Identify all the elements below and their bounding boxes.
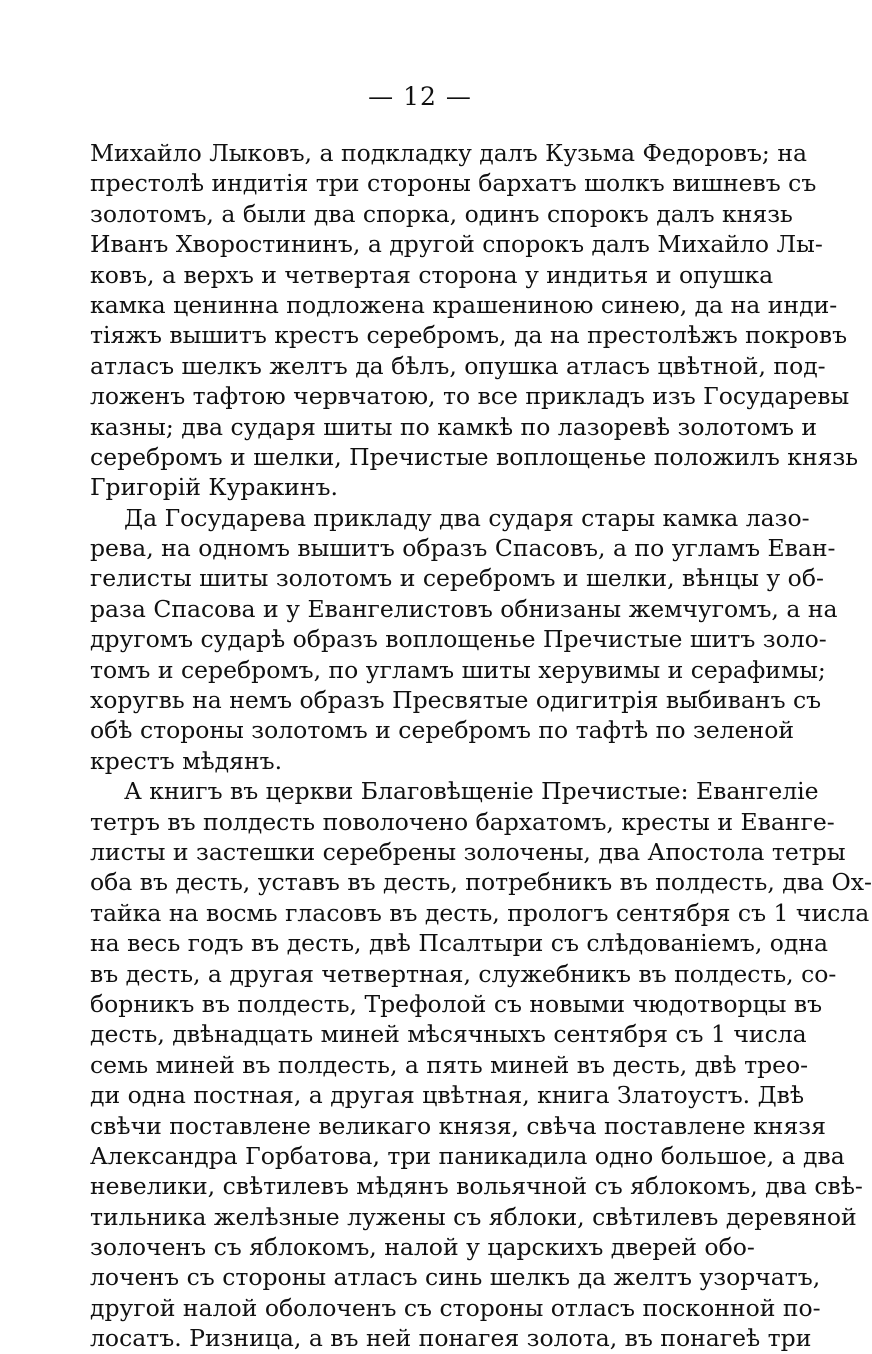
text-line: другомъ сударѣ образъ воплощенье Пречистые шитъ золо- xyxy=(90,625,827,654)
text-line: тайка на восмь гласовъ въ десть, прологъ сентября съ 1 числа xyxy=(90,898,870,927)
text-line: въ десть, а другая четвертная, служебникъ въ полдесть, со- xyxy=(90,959,837,988)
text-line: серебромъ и шелки, Пречистые воплощенье положилъ князь xyxy=(90,442,859,471)
text-line: другой налой оболоченъ съ стороны отласъ посконной по- xyxy=(90,1293,821,1322)
page-number: — 12 — xyxy=(368,82,472,111)
main-text xyxy=(90,138,872,1354)
text-line: казны; два сударя шиты по камкѣ по лазоревѣ золотомъ и xyxy=(90,412,818,441)
text-line: оба въ десть, уставъ въ десть, потребникъ въ полдесть, два Ох- xyxy=(90,868,872,897)
text-line: ложенъ тафтою червчатою, то все прикладъ изъ Государевы xyxy=(90,382,850,411)
text-line: хоругвь на немъ образъ Пресвятые одигитрія выбиванъ съ xyxy=(90,686,822,715)
text-line: камка ценинна подложена крашениною синею, да на инди- xyxy=(90,290,838,319)
text-line: гелисты шиты золотомъ и серебромъ и шелки, вѣнцы у об- xyxy=(90,564,824,593)
text-line: томъ и серебромъ, по угламъ шиты херувимы и серафимы; xyxy=(90,655,826,684)
text-line: ди одна постная, а другая цвѣтная, книга Златоустъ. Двѣ xyxy=(90,1081,805,1110)
text-line: престолѣ индитія три стороны бархатъ шолкъ вишневъ съ xyxy=(90,169,817,198)
text-line: атласъ шелкъ желтъ да бѣлъ, опушка атласъ цвѣтной, под- xyxy=(90,351,826,380)
text-line: Да Государева прикладу два сударя стары камка лазо- xyxy=(124,503,810,532)
text-line: лосатъ. Ризница, а въ ней понагея золота, въ понагеѣ три xyxy=(90,1324,812,1353)
text-line: борникъ въ полдесть, Трефолой съ новыми чюдотворцы въ xyxy=(90,989,823,1018)
text-line: золотомъ, а были два спорка, одинъ спорокъ далъ князь xyxy=(90,199,793,228)
text-line: на весь годъ въ десть, двѣ Псалтыри съ слѣдованіемъ, одна xyxy=(90,929,829,958)
text-line: невелики, свѣтилевъ мѣдянъ вольячной съ яблокомъ, два свѣ- xyxy=(90,1172,863,1201)
text-line: Григорій Куракинъ. xyxy=(90,473,338,502)
text-line: семь миней въ полдесть, а пять миней въ десть, двѣ трео- xyxy=(90,1050,809,1079)
text-line: тіяжъ вышитъ крестъ серебромъ, да на престолѣжъ покровъ xyxy=(90,321,848,350)
text-line: листы и застешки серебрены золочены, два Апостола тетры xyxy=(90,837,846,866)
text-line: ковъ, а верхъ и четвертая сторона у индитья и опушка xyxy=(90,260,774,289)
text-line: Иванъ Хворостининъ, а другой спорокъ далъ Михайло Лы- xyxy=(90,230,823,259)
text-line: тетръ въ полдесть поволочено бархатомъ, кресты и Еванге- xyxy=(90,807,835,836)
text-line: А книгъ въ церкви Благовѣщеніе Пречистые: Евангеліе xyxy=(124,777,819,806)
text-line: свѣчи поставлене великаго князя, свѣча поставлене князя xyxy=(90,1111,826,1140)
text-line: рева, на одномъ вышитъ образъ Спасовъ, а по угламъ Еван- xyxy=(90,534,836,563)
text-line: обѣ стороны золотомъ и серебромъ по тафтѣ по зеленой xyxy=(90,716,795,745)
paragraph xyxy=(90,138,859,503)
text-line: Александра Горбатова, три паникадила одно большое, а два xyxy=(90,1141,845,1170)
text-line: тильника желѣзные лужены съ яблоки, свѣтилевъ деревяной xyxy=(90,1202,857,1231)
text-line: крестъ мѣдянъ. xyxy=(90,746,283,775)
text-line: раза Спасова и у Евангелистовъ обнизаны жемчугомъ, а на xyxy=(90,594,838,623)
paragraph xyxy=(90,503,838,777)
text-line: лоченъ съ стороны атласъ синь шелкъ да желтъ узорчатъ, xyxy=(90,1263,821,1292)
text-line: Михайло Лыковъ, а подкладку далъ Кузьма Федоровъ; на xyxy=(90,139,807,167)
paragraph xyxy=(90,776,872,1353)
text-line: десть, двѣнадцать миней мѣсячныхъ сентября съ 1 числа xyxy=(90,1020,807,1049)
text-line: золоченъ съ яблокомъ, налой у царскихъ дверей обо- xyxy=(90,1233,755,1262)
